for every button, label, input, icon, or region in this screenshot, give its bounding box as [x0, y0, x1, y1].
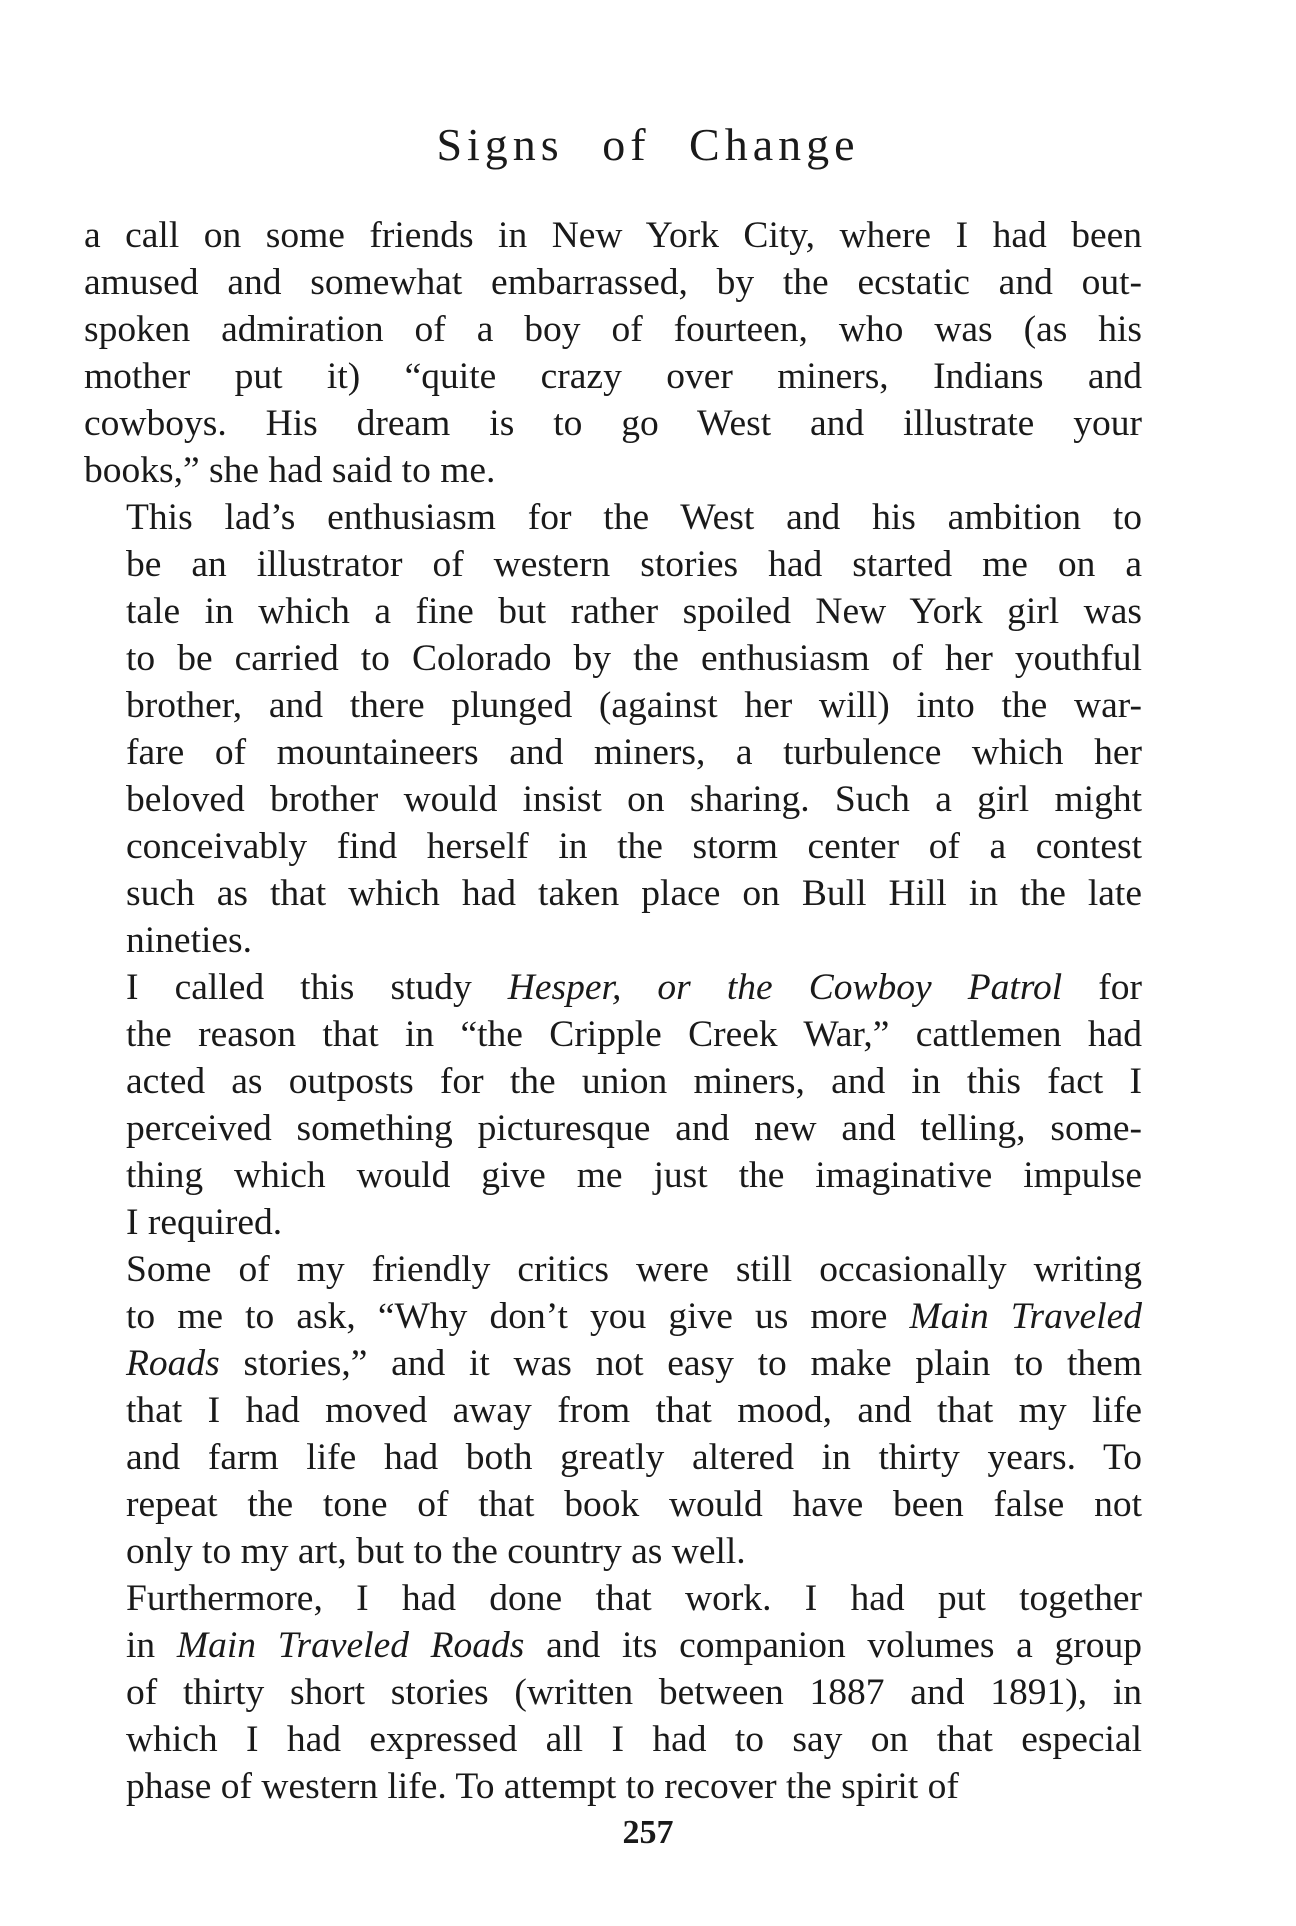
text-line: nineties. [126, 920, 253, 961]
text-line: which I had expressed all I had to say on that especial [126, 1719, 1142, 1760]
text-line: only to my art, but to the country as well. [126, 1531, 746, 1572]
text-line: conceivably find herself in the storm center of a contest [126, 826, 1142, 867]
text-line: the reason that in “the Cripple Creek War,” cattlemen had [126, 1014, 1142, 1055]
text-line: mother put it) “quite crazy over miners, Indians and [84, 356, 1142, 397]
text-line: beloved brother would insist on sharing. Such a girl might [126, 779, 1142, 820]
paragraph [84, 964, 1142, 1246]
text-line: amused and somewhat embarrassed, by the ecstatic and out- [84, 262, 1142, 303]
text-line: a call on some friends in New York City, where I had been [84, 215, 1142, 256]
body-text [84, 212, 1142, 1810]
text-line: perceived something picturesque and new and telling, some- [126, 1108, 1142, 1149]
text-line: Roads stories,” and it was not easy to make plain to them [126, 1343, 1142, 1384]
text-line: cowboys. His dream is to go West and illustrate your [84, 403, 1142, 444]
text-line: fare of mountaineers and miners, a turbulence which her [126, 732, 1142, 773]
text-line: to me to ask, “Why don’t you give us more Main Traveled [126, 1296, 1142, 1337]
text-line: books,” she had said to me. [84, 450, 496, 491]
text-line: Some of my friendly critics were still occasionally writing [126, 1249, 1142, 1290]
text-line: and farm life had both greatly altered in thirty years. To [126, 1437, 1142, 1478]
running-header: Signs of Change [436, 119, 860, 170]
paragraph [84, 1246, 1142, 1575]
text-line: to be carried to Colorado by the enthusiasm of her youthful [126, 638, 1142, 679]
text-line: phase of western life. To attempt to recover the spirit of [126, 1766, 959, 1807]
text-line: Furthermore, I had done that work. I had put together [126, 1578, 1142, 1619]
text-line: repeat the tone of that book would have been false not [126, 1484, 1142, 1525]
text-line: This lad’s enthusiasm for the West and his ambition to [126, 497, 1142, 538]
paragraph [84, 494, 1142, 964]
paragraph [84, 212, 1142, 494]
text-line: brother, and there plunged (against her will) into the war- [126, 685, 1142, 726]
text-line: such as that which had taken place on Bull Hill in the late [126, 873, 1142, 914]
text-line: tale in which a fine but rather spoiled New York girl was [126, 591, 1142, 632]
text-line: I called this study Hesper, or the Cowboy Patrol for [126, 967, 1142, 1008]
text-line: be an illustrator of western stories had started me on a [126, 544, 1142, 585]
text-line: acted as outposts for the union miners, and in this fact I [126, 1061, 1142, 1102]
text-line: spoken admiration of a boy of fourteen, who was (as his [84, 309, 1142, 350]
text-line: of thirty short stories (written between 1887 and 1891), in [126, 1672, 1142, 1713]
paragraph [84, 1575, 1142, 1810]
text-line: that I had moved away from that mood, and that my life [126, 1390, 1142, 1431]
text-line: in Main Traveled Roads and its companion volumes a group [126, 1625, 1142, 1666]
page-number: 257 [622, 1814, 674, 1851]
text-line: thing which would give me just the imaginative impulse [126, 1155, 1142, 1196]
text-line: I required. [126, 1202, 283, 1243]
